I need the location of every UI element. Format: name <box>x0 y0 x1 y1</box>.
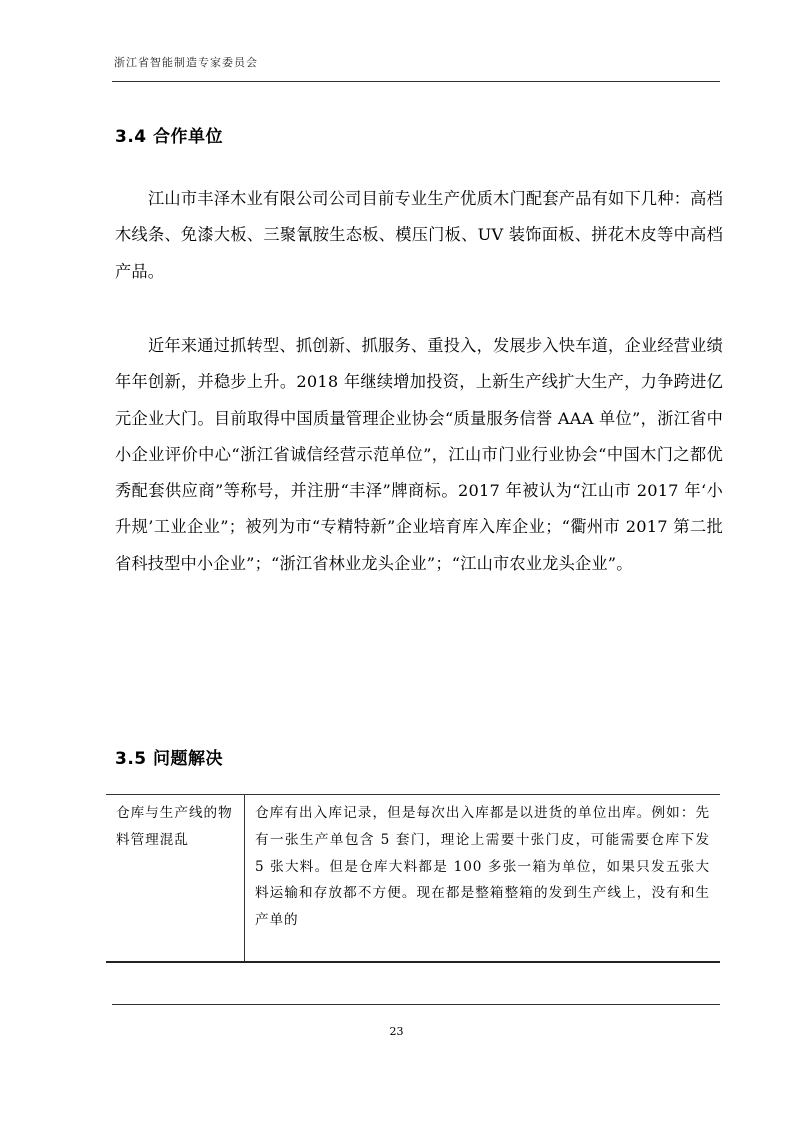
table-cell-description: 仓库有出入库记录，但是每次出入库都是以进货的单位出库。例如：先有一张生产单包含 5 套门，理论上需要十张门皮，可能需要仓库下发 5 张大料。但是仓库大料都是 100 多张一箱为单位，如果只发五张大料运输和存放都不方便。现在都是整箱整箱的发到生产线上，没有和生产单的 <box>255 805 710 929</box>
page-number: 23 <box>389 1025 404 1038</box>
page-header-title: 浙江省智能制造专家委员会 <box>114 56 258 69</box>
footer-divider <box>112 1004 720 1005</box>
header-divider <box>112 81 720 82</box>
section-heading-3-4: 3.4 合作单位 <box>115 127 224 147</box>
table-column-divider <box>244 794 245 961</box>
table-top-border <box>106 794 720 795</box>
paragraph-company-development: 近年来通过抓转型、抓创新、抓服务、重投入，发展步入快车道，企业经营业绩年年创新，并稳步上升。2018 年继续增加投资，上新生产线扩大生产，力争跨进亿元企业大门。目前取得中国质量管理企业协会“质量服务信誉 AAA 单位”，浙江省中小企业评价中心“浙江省诚信经营示范单位”，江山市门业行业协会“中国木门之都优秀配套供应商”等称号，并注册“丰泽”牌商标。2017 年被认为“江山市 2017 年‘小升规’工业企业”；被列为市“专精特新”企业培育库入库企业；“衢州市 2017 第二批省科技型中小企业”；“浙江省林业龙头企业”；“江山市农业龙头企业”。 <box>115 336 723 573</box>
table-cell-problem: 仓库与生产线的物料管理混乱 <box>116 805 233 848</box>
paragraph-company-products: 江山市丰泽木业有限公司公司目前专业生产优质木门配套产品有如下几种：高档木线条、免漆大板、三聚氰胺生态板、模压门板、UV 装饰面板、拼花木皮等中高档产品。 <box>115 189 723 281</box>
table-bottom-border <box>106 961 720 963</box>
section-heading-3-5: 3.5 问题解决 <box>115 749 224 769</box>
